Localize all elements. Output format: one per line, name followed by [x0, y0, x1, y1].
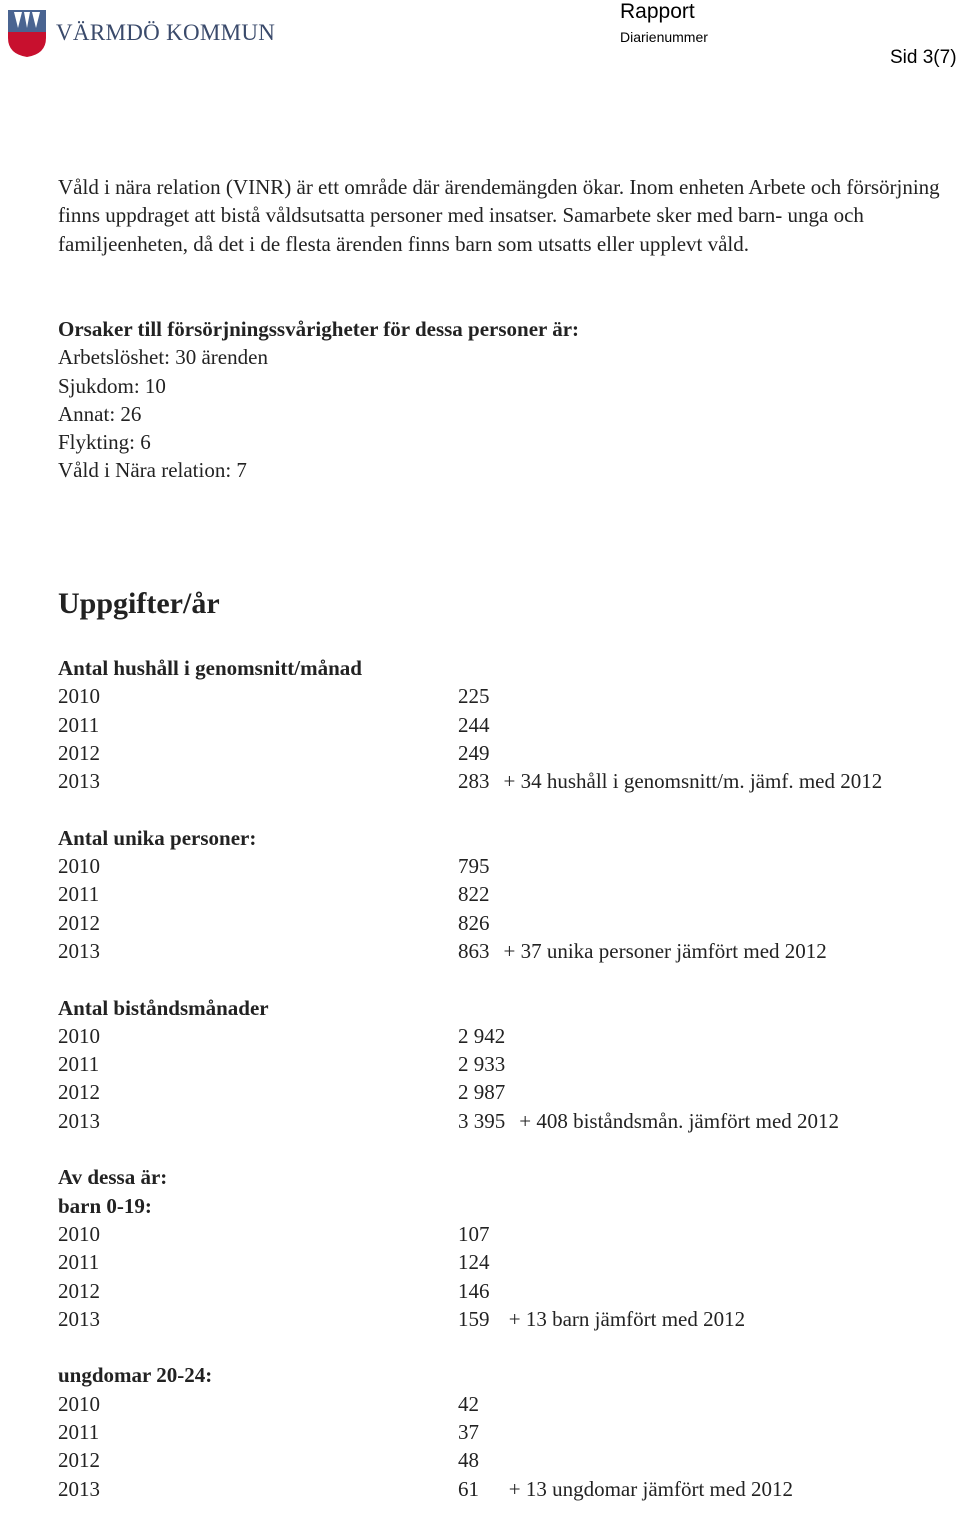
causes-heading: Orsaker till försörjningssvårigheter för dessa personer är: [58, 317, 580, 341]
stat-row [58, 1022, 958, 1050]
group-heading: ungdomar 20-24: [58, 1363, 213, 1388]
stat-value: 283 [458, 769, 490, 794]
stat-year: 2011 [58, 1250, 100, 1275]
stat-year: 2013 [58, 938, 100, 963]
stat-value-cell [458, 1220, 490, 1248]
stat-value: 225 [458, 684, 490, 709]
municipality-shield-logo [6, 8, 48, 58]
stat-row [58, 682, 958, 710]
stat-year: 2011 [58, 1420, 100, 1445]
stat-value: 124 [458, 1250, 490, 1275]
stat-row [58, 1446, 958, 1474]
stat-value-cell [458, 1078, 505, 1106]
stat-row [58, 880, 958, 908]
stat-row [58, 1078, 958, 1106]
stat-value-cell [458, 739, 490, 767]
stat-change-note: + 13 ungdomar jämfört med 2012 [493, 1476, 793, 1501]
stat-value: 2 933 [458, 1052, 506, 1077]
statistics-group [58, 994, 958, 1135]
stat-value: 107 [458, 1221, 490, 1246]
stat-year: 2013 [58, 1476, 100, 1501]
statistics-group [58, 824, 958, 965]
cause-item: Arbetslöshet: 30 ärenden [58, 345, 268, 370]
document-type: Rapport [620, 0, 695, 23]
document-number-label: Diarienummer [620, 29, 708, 45]
stat-year: 2010 [58, 1391, 100, 1416]
stat-value-cell [458, 711, 490, 739]
cause-item: Annat: 26 [58, 401, 142, 426]
stat-row [58, 1390, 958, 1418]
stat-row [58, 1277, 958, 1305]
group-heading: Antal unika personer: [58, 825, 257, 850]
stat-value-cell [458, 909, 490, 937]
statistics-group [58, 654, 958, 795]
stat-year: 2013 [58, 1108, 100, 1133]
causes-section [58, 315, 579, 485]
stat-value-cell [458, 1390, 479, 1418]
stat-value: 863 [458, 938, 490, 963]
stat-value-cell [458, 682, 490, 710]
stat-year: 2010 [58, 854, 100, 879]
stat-row [58, 1248, 958, 1276]
stat-value-cell [458, 1446, 479, 1474]
stat-change-note: + 34 hushåll i genomsnitt/m. jämf. med 2012 [503, 769, 883, 794]
cause-item: Flykting: 6 [58, 430, 151, 455]
stat-year: 2011 [58, 1052, 100, 1077]
stat-change-note: + 408 biståndsmån. jämfört med 2012 [519, 1108, 840, 1133]
stat-value-cell [458, 1418, 479, 1446]
stat-row [58, 1220, 958, 1248]
stat-year: 2010 [58, 1221, 100, 1246]
group-pre-heading: Av dessa är: [58, 1165, 168, 1190]
stat-year: 2012 [58, 1278, 100, 1303]
group-heading: Antal hushåll i genomsnitt/månad [58, 656, 362, 680]
stat-row [58, 1475, 958, 1503]
stat-row [58, 767, 958, 795]
intro-paragraph: Våld i nära relation (VINR) är ett område där ärendemängden ökar. Inom enheten Arbete och försörjning finns uppdraget att bistå våldsutsatta personer med insatser. Samarbete sker med barn- unga och familjeenheten, då det i de flesta ärenden finns barn som utsatts eller upplevt våld. [58, 175, 940, 256]
stat-value-cell [458, 880, 490, 908]
statistics-group [58, 1163, 958, 1333]
stat-value-cell [458, 1107, 839, 1135]
stat-year: 2013 [58, 769, 100, 794]
stat-value-cell [458, 1277, 490, 1305]
stat-value-cell [458, 852, 490, 880]
stat-value: 146 [458, 1278, 490, 1303]
stat-row [58, 711, 958, 739]
stat-value-cell [458, 1022, 505, 1050]
stat-value-cell [458, 767, 882, 795]
stat-year: 2012 [58, 910, 100, 935]
stat-value: 159 [458, 1306, 490, 1331]
stat-year: 2012 [58, 1080, 100, 1105]
stat-value: 249 [458, 740, 490, 765]
page-number: Sid 3(7) [890, 47, 957, 68]
stat-value: 42 [458, 1391, 479, 1416]
stat-year: 2013 [58, 1306, 100, 1331]
stat-change-note: + 37 unika personer jämfört med 2012 [503, 938, 827, 963]
stat-value: 48 [458, 1448, 479, 1473]
stat-row [58, 909, 958, 937]
statistics-section [58, 654, 958, 1531]
stat-value-cell [458, 1475, 793, 1503]
stat-row [58, 1107, 958, 1135]
group-heading: Antal biståndsmånader [58, 995, 269, 1020]
stat-value: 37 [458, 1420, 479, 1445]
stat-year: 2012 [58, 1448, 100, 1473]
stat-value: 822 [458, 882, 490, 907]
stat-change-note: + 13 barn jämfört med 2012 [503, 1306, 746, 1331]
stat-year: 2010 [58, 684, 100, 709]
stat-value: 244 [458, 712, 490, 737]
stat-year: 2011 [58, 712, 100, 737]
stat-value: 2 987 [458, 1080, 506, 1105]
stat-value: 795 [458, 854, 490, 879]
stat-value-cell [458, 1305, 745, 1333]
group-heading: barn 0-19: [58, 1193, 152, 1218]
stat-row [58, 1418, 958, 1446]
stat-year: 2011 [58, 882, 100, 907]
stat-row [58, 937, 958, 965]
stat-row [58, 852, 958, 880]
stat-row [58, 1305, 958, 1333]
stat-row [58, 1050, 958, 1078]
section-title: Uppgifter/år [58, 587, 220, 620]
stat-value-cell [458, 1050, 505, 1078]
page-header [0, 0, 960, 80]
stat-value: 2 942 [458, 1023, 506, 1048]
stat-year: 2010 [58, 1023, 100, 1048]
cause-item: Sjukdom: 10 [58, 373, 166, 398]
stat-value-cell [458, 1248, 490, 1276]
stat-value: 3 395 [458, 1108, 506, 1133]
stat-year: 2012 [58, 740, 100, 765]
stat-value: 61 [458, 1476, 479, 1501]
stat-value: 826 [458, 910, 490, 935]
cause-item: Våld i Nära relation: 7 [58, 458, 247, 483]
organization-name: VÄRMDÖ KOMMUN [56, 20, 276, 45]
statistics-group [58, 1361, 958, 1502]
stat-row [58, 739, 958, 767]
stat-value-cell [458, 937, 827, 965]
